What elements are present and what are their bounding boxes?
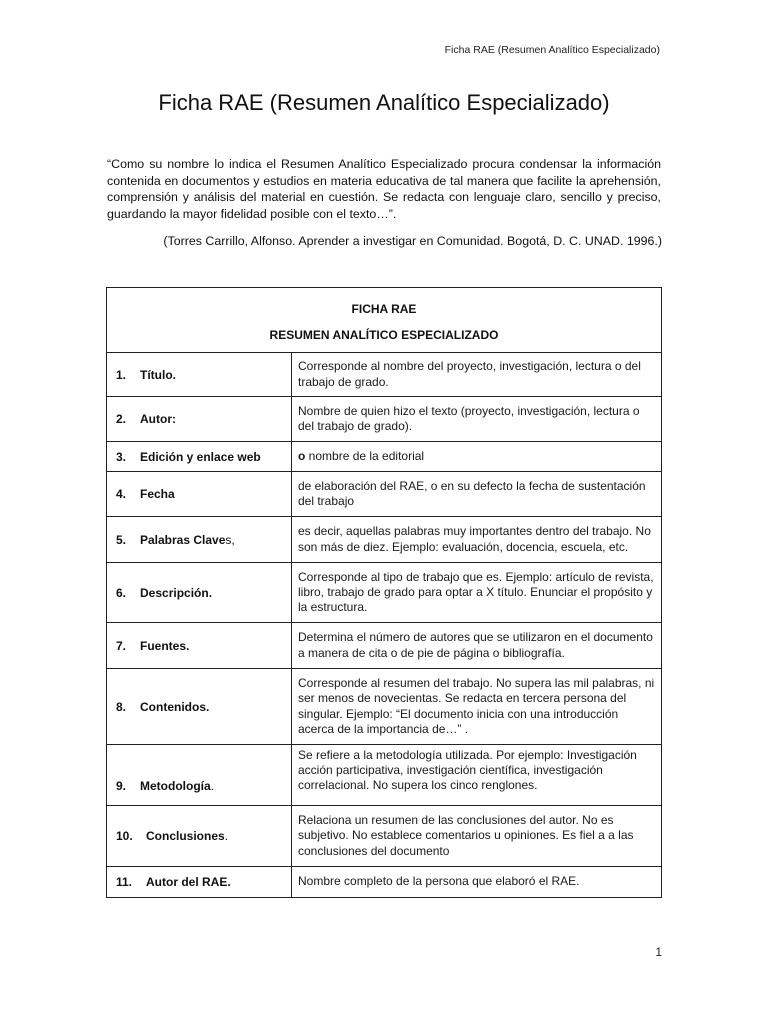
row-description (292, 442, 662, 472)
row-number: 6. (116, 585, 127, 600)
row-number: 11. (116, 875, 133, 889)
row-label (107, 867, 292, 898)
row-label (107, 745, 292, 806)
row-description: Nombre de quien hizo el texto (proyecto, investigación, lectura o del trabajo de grado). (292, 397, 662, 442)
row-description: Corresponde al nombre del proyecto, investigación, lectura o del trabajo de grado. (292, 353, 662, 397)
row-number: 2. (116, 412, 127, 426)
table-row (107, 353, 662, 397)
row-number: 1. (116, 367, 127, 382)
row-label-text: Descripción. (140, 585, 213, 600)
row-number: 9. (116, 779, 127, 793)
table-row (107, 669, 662, 745)
row-label-text: Conclusiones (146, 829, 225, 843)
row-description: Nombre completo de la persona que elaboró el RAE. (292, 867, 662, 898)
table-heading-subtitle: RESUMEN ANALÍTICO ESPECIALIZADO (269, 328, 499, 342)
row-label (107, 353, 292, 397)
table-heading-cell (107, 288, 662, 353)
row-number: 5. (116, 532, 127, 547)
rae-table (106, 287, 662, 898)
row-description: de elaboración del RAE, o en su defecto la fecha de sustentación del trabajo (292, 472, 662, 517)
row-label-text: Fecha (140, 487, 175, 501)
row-number: 7. (116, 638, 127, 653)
intro-paragraph: “Como su nombre lo indica el Resumen Analítico Especializado procura condensar la información contenida en documentos y estudios en materia educativa de tal manera que facilite la aprehensión, comprensión y análisis del material en cuestión. Se redacta con lenguaje claro, sencillo y preciso, guardando la mayor fidelidad posible con el texto…”. (107, 157, 661, 221)
table-row (107, 623, 662, 669)
row-label (107, 623, 292, 669)
table-row (107, 745, 662, 806)
citation: (Torres Carrillo, Alfonso. Aprender a investigar en Comunidad. Bogotá, D. C. UNAD. 1996.) (163, 234, 662, 248)
page-number: 1 (655, 945, 662, 959)
row-label-text: Título. (140, 367, 176, 382)
row-description: Relaciona un resumen de las conclusiones del autor. No es subjetivo. No establece comentarios u opiniones. Es fiel a a las conclusiones del documento (292, 806, 662, 867)
row-description-prefix: o (298, 448, 306, 463)
running-header: Ficha RAE (Resumen Analítico Especializado) (444, 44, 660, 56)
row-description: Corresponde al tipo de trabajo que es. Ejemplo: artículo de revista, libro, trabajo de grado para optar a X título. Enunciar el propósito y la estructura. (292, 563, 662, 623)
document-title: Ficha RAE (Resumen Analítico Especializado) (158, 90, 610, 115)
row-label-suffix: s, (225, 532, 235, 547)
table-row (107, 806, 662, 867)
row-number: 10. (116, 829, 133, 843)
row-label-text: Contenidos. (140, 699, 210, 714)
row-label-suffix: . (224, 829, 229, 843)
row-label-text: Metodología (140, 779, 211, 793)
table-heading-row (107, 288, 662, 353)
row-label (107, 806, 292, 867)
row-label (107, 517, 292, 563)
row-label (107, 442, 292, 472)
row-number: 8. (116, 699, 127, 714)
table-row (107, 442, 662, 472)
row-description: es decir, aquellas palabras muy importantes dentro del trabajo. No son más de diez. Ejemplo: evaluación, docencia, escuela, etc. (292, 517, 662, 563)
row-number: 4. (116, 487, 127, 501)
row-label (107, 669, 292, 745)
row-description-text: nombre de la editorial (305, 448, 425, 463)
row-description: Corresponde al resumen del trabajo. No supera las mil palabras, ni ser menos de novecientas. Se redacta en tercera persona del singular. Ejemplo: “El documento inicia con una introducción acerca de la importancia de…” . (292, 669, 662, 745)
row-label-suffix: . (210, 779, 215, 793)
row-label-text: Autor: (140, 412, 176, 426)
row-label (107, 397, 292, 442)
table-row (107, 472, 662, 517)
table-row (107, 517, 662, 563)
row-label-text: Edición y enlace web (140, 449, 261, 464)
row-label (107, 472, 292, 517)
row-label-text: Palabras Clave (140, 532, 226, 547)
row-number: 3. (116, 449, 127, 464)
table-row (107, 397, 662, 442)
table-row (107, 563, 662, 623)
table-row (107, 867, 662, 898)
row-description: Se refiere a la metodología utilizada. Por ejemplo: Investigación acción participativa, investigación científica, investigación correlacional. No supera los cinco renglones. (292, 745, 662, 806)
row-label-text: Fuentes. (140, 638, 190, 653)
table-heading-title: FICHA RAE (351, 302, 417, 316)
row-label-text: Autor del RAE. (146, 875, 231, 889)
row-description: Determina el número de autores que se utilizaron en el documento a manera de cita o de pie de página o bibliografía. (292, 623, 662, 669)
row-label (107, 563, 292, 623)
